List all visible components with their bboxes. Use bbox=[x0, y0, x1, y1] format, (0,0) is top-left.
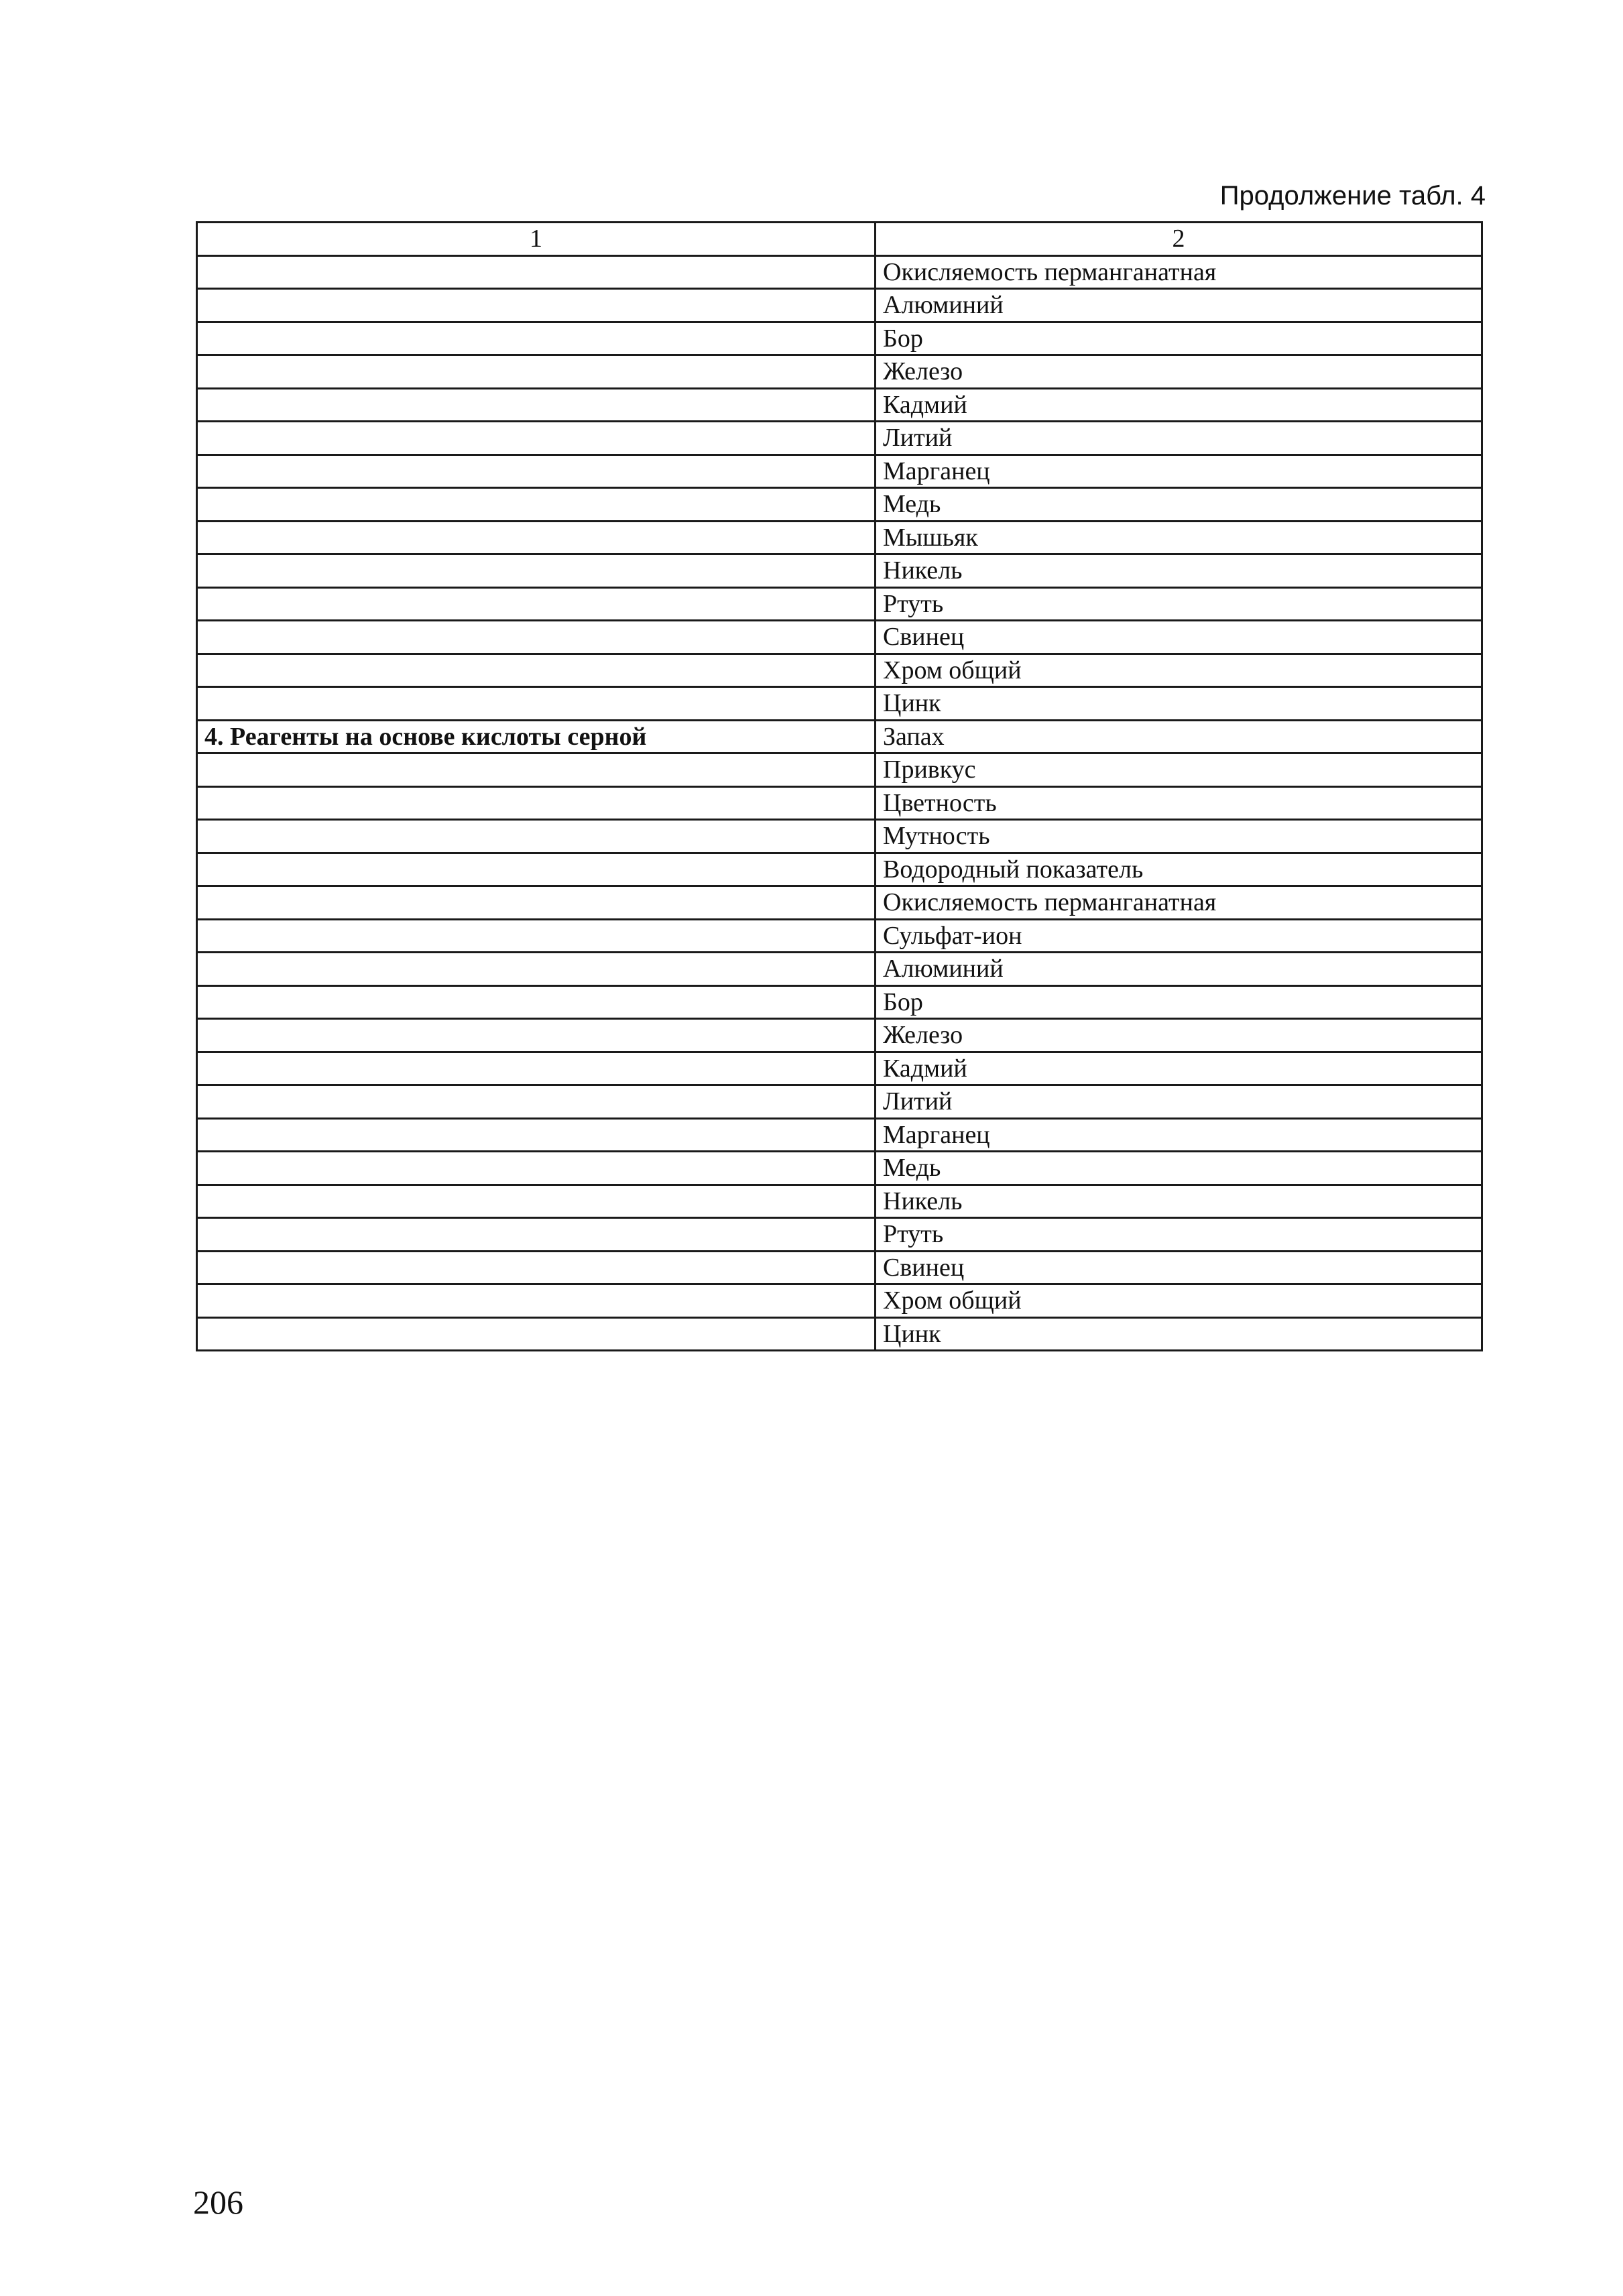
indicator-cell: Водородный показатель bbox=[876, 853, 1482, 886]
table-cell-col1 bbox=[197, 687, 876, 721]
table-cell-col1 bbox=[197, 1251, 876, 1284]
table-cell-col1 bbox=[197, 654, 876, 687]
indicator-cell: Никель bbox=[876, 1185, 1482, 1218]
table-row bbox=[197, 753, 1482, 787]
indicator-cell: Алюминий bbox=[876, 953, 1482, 986]
table-row bbox=[197, 1251, 1482, 1284]
indicator-cell: Кадмий bbox=[876, 388, 1482, 422]
table-row bbox=[197, 1052, 1482, 1085]
indicator-cell: Цинк bbox=[876, 1317, 1482, 1351]
table-cell-col1 bbox=[197, 985, 876, 1019]
table-cell-col1 bbox=[197, 587, 876, 621]
table-row bbox=[197, 455, 1482, 488]
table-row bbox=[197, 521, 1482, 554]
indicator-cell: Привкус bbox=[876, 753, 1482, 787]
table-cell-col1 bbox=[197, 1085, 876, 1119]
table-header-row bbox=[197, 223, 1482, 256]
table-row bbox=[197, 1019, 1482, 1052]
section-title-cell: 4. Реагенты на основе кислоты серной bbox=[197, 720, 876, 753]
table-cell-col1 bbox=[197, 255, 876, 289]
table-row bbox=[197, 820, 1482, 853]
indicator-cell: Литий bbox=[876, 1085, 1482, 1119]
table-cell-col1 bbox=[197, 488, 876, 522]
indicator-cell: Марганец bbox=[876, 455, 1482, 488]
table-cell-col1 bbox=[197, 753, 876, 787]
table-row bbox=[197, 654, 1482, 687]
table-cell-col1 bbox=[197, 388, 876, 422]
table-row bbox=[197, 355, 1482, 389]
table-cell-col1 bbox=[197, 1284, 876, 1318]
indicator-cell: Марганец bbox=[876, 1118, 1482, 1152]
indicator-cell: Мышьяк bbox=[876, 521, 1482, 554]
table-cell-col1 bbox=[197, 1317, 876, 1351]
table-cell-col1 bbox=[197, 1185, 876, 1218]
table-row bbox=[197, 255, 1482, 289]
table-row bbox=[197, 919, 1482, 953]
indicator-cell: Окисляемость перманганатная bbox=[876, 886, 1482, 920]
table-row bbox=[197, 1118, 1482, 1152]
table-cell-col1 bbox=[197, 1118, 876, 1152]
table-row bbox=[197, 786, 1482, 820]
indicator-cell: Медь bbox=[876, 488, 1482, 522]
table-cell-col1 bbox=[197, 554, 876, 588]
indicator-cell: Запах bbox=[876, 720, 1482, 753]
table-row bbox=[197, 1284, 1482, 1318]
indicator-cell: Хром общий bbox=[876, 1284, 1482, 1318]
table-row bbox=[197, 587, 1482, 621]
table-cell-col1 bbox=[197, 786, 876, 820]
indicator-cell: Ртуть bbox=[876, 1218, 1482, 1252]
indicator-cell: Железо bbox=[876, 1019, 1482, 1052]
indicator-cell: Бор bbox=[876, 985, 1482, 1019]
indicator-cell: Железо bbox=[876, 355, 1482, 389]
table-row bbox=[197, 985, 1482, 1019]
table-cell-col1 bbox=[197, 422, 876, 455]
table-cell-col1 bbox=[197, 919, 876, 953]
table-cell-col1 bbox=[197, 1218, 876, 1252]
table-caption: Продолжение табл. 4 bbox=[1219, 181, 1486, 210]
indicator-cell: Кадмий bbox=[876, 1052, 1482, 1085]
table-row bbox=[197, 1085, 1482, 1119]
table-cell-col1 bbox=[197, 322, 876, 355]
table-row bbox=[197, 1218, 1482, 1252]
indicator-cell: Цинк bbox=[876, 687, 1482, 721]
indicator-cell: Свинец bbox=[876, 1251, 1482, 1284]
indicator-cell: Мутность bbox=[876, 820, 1482, 853]
table-cell-col1 bbox=[197, 1019, 876, 1052]
table-cell-col1 bbox=[197, 953, 876, 986]
header-cell-1: 1 bbox=[197, 223, 876, 256]
table-cell-col1 bbox=[197, 1052, 876, 1085]
table-row bbox=[197, 886, 1482, 920]
table-cell-col1 bbox=[197, 521, 876, 554]
table-row bbox=[197, 1317, 1482, 1351]
indicator-cell: Бор bbox=[876, 322, 1482, 355]
table-row bbox=[197, 1185, 1482, 1218]
table-row bbox=[197, 853, 1482, 886]
table-row bbox=[197, 1152, 1482, 1185]
indicator-cell: Сульфат-ион bbox=[876, 919, 1482, 953]
table-row bbox=[197, 720, 1482, 753]
table-cell-col1 bbox=[197, 820, 876, 853]
table-row bbox=[197, 488, 1482, 522]
table-cell-col1 bbox=[197, 355, 876, 389]
indicator-cell: Алюминий bbox=[876, 289, 1482, 322]
table-cell-col1 bbox=[197, 1152, 876, 1185]
table-row bbox=[197, 289, 1482, 322]
header-cell-2: 2 bbox=[876, 223, 1482, 256]
table-row bbox=[197, 621, 1482, 654]
table-cell-col1 bbox=[197, 455, 876, 488]
page-number: 206 bbox=[193, 2183, 243, 2221]
table-cell-col1 bbox=[197, 289, 876, 322]
table-row bbox=[197, 687, 1482, 721]
table-row bbox=[197, 953, 1482, 986]
continuation-table bbox=[196, 221, 1483, 1351]
table-row bbox=[197, 388, 1482, 422]
indicator-cell: Цветность bbox=[876, 786, 1482, 820]
table-cell-col1 bbox=[197, 886, 876, 920]
table-row bbox=[197, 554, 1482, 588]
table-row bbox=[197, 422, 1482, 455]
table-cell-col1 bbox=[197, 853, 876, 886]
indicator-cell: Никель bbox=[876, 554, 1482, 588]
table-body bbox=[197, 223, 1482, 1351]
indicator-cell: Литий bbox=[876, 422, 1482, 455]
indicator-cell: Медь bbox=[876, 1152, 1482, 1185]
indicator-cell: Ртуть bbox=[876, 587, 1482, 621]
table-cell-col1 bbox=[197, 621, 876, 654]
indicator-cell: Свинец bbox=[876, 621, 1482, 654]
table-row bbox=[197, 322, 1482, 355]
indicator-cell: Окисляемость перманганатная bbox=[876, 255, 1482, 289]
indicator-cell: Хром общий bbox=[876, 654, 1482, 687]
